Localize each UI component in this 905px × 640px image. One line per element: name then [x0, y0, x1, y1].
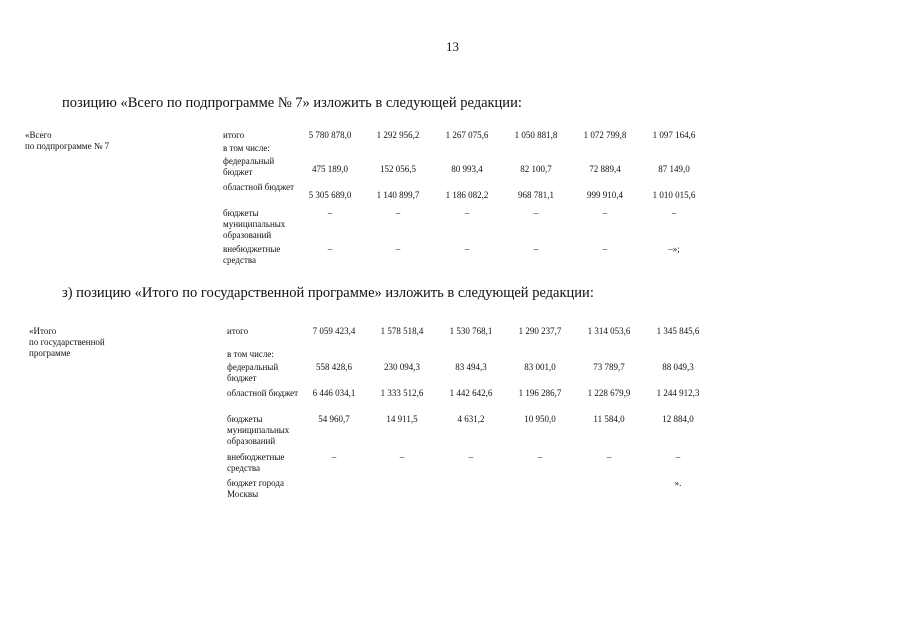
- table-title: «Итого по государственной программе: [29, 326, 105, 358]
- value-year: –: [468, 452, 474, 462]
- row-source-label: бюджеты муниципальных образований: [227, 414, 290, 446]
- value-year: –»;: [668, 244, 680, 254]
- value-year: –: [533, 244, 539, 254]
- value-year: 1 267 075,6: [445, 130, 489, 140]
- value-year: 1 345 845,6: [656, 326, 700, 336]
- value-year: –: [395, 208, 401, 218]
- value-year: –: [675, 452, 681, 462]
- value-year: 80 993,4: [451, 164, 483, 174]
- value-year: 999 910,4: [587, 190, 623, 200]
- table-subprogram-7: [25, 130, 725, 270]
- row-source-label: федеральный бюджет: [227, 362, 279, 383]
- value-year: –: [399, 452, 405, 462]
- value-year: 88 049,3: [662, 362, 694, 372]
- value-year: 82 100,7: [520, 164, 552, 174]
- value-year: 1 097 164,6: [652, 130, 696, 140]
- value-year: 1 244 912,3: [656, 388, 700, 398]
- value-year: 14 911,5: [386, 414, 418, 424]
- value-total: 5 305 689,0: [308, 190, 352, 200]
- value-year: –: [464, 208, 470, 218]
- value-year: –: [537, 452, 543, 462]
- page-number: 13: [446, 39, 459, 54]
- table-state-program: [29, 326, 729, 506]
- row-source-label: внебюджетные средства: [223, 244, 281, 265]
- value-year: –: [606, 452, 612, 462]
- value-year: 10 950,0: [524, 414, 556, 424]
- value-year: 83 494,3: [455, 362, 487, 372]
- row-source-label: итого: [223, 130, 245, 140]
- value-year: 87 149,0: [658, 164, 690, 174]
- value-year: –: [533, 208, 539, 218]
- row-source-label: бюджеты муниципальных образований: [223, 208, 286, 240]
- value-year: 1 442 642,6: [449, 388, 493, 398]
- value-year: 1 050 881,8: [514, 130, 558, 140]
- value-year: –: [602, 244, 608, 254]
- value-year: 1 314 053,6: [587, 326, 631, 336]
- value-year: 968 781,1: [518, 190, 554, 200]
- value-total: 6 446 034,1: [312, 388, 356, 398]
- value-year: 72 889,4: [589, 164, 621, 174]
- value-year: ».: [674, 478, 682, 488]
- value-year: –: [395, 244, 401, 254]
- value-total: 5 780 878,0: [308, 130, 352, 140]
- value-year: 1 333 512,6: [380, 388, 424, 398]
- value-year: 1 290 237,7: [518, 326, 562, 336]
- heading-subprogram-7: позицию «Всего по подпрограмме № 7» изложить в следующей редакции:: [62, 95, 522, 111]
- row-source-label: в том числе:: [223, 143, 270, 153]
- value-year: –: [602, 208, 608, 218]
- value-total: –: [327, 208, 333, 218]
- value-year: 1 228 679,9: [587, 388, 631, 398]
- row-source-label: областной бюджет: [223, 182, 295, 192]
- value-year: 1 010 015,6: [652, 190, 696, 200]
- value-year: –: [464, 244, 470, 254]
- row-source-label: бюджет города Москвы: [227, 478, 284, 499]
- row-source-label: федеральный бюджет: [223, 156, 275, 177]
- row-source-label: внебюджетные средства: [227, 452, 285, 473]
- value-year: 4 631,2: [457, 414, 485, 424]
- value-total: –: [327, 244, 333, 254]
- value-total: 54 960,7: [318, 414, 350, 424]
- table-title: «Всего по подпрограмме № 7: [25, 130, 110, 151]
- value-year: 1 530 768,1: [449, 326, 493, 336]
- value-year: 152 056,5: [380, 164, 416, 174]
- row-source-label: итого: [227, 326, 249, 336]
- value-total: 558 428,6: [316, 362, 352, 372]
- value-year: 12 884,0: [662, 414, 694, 424]
- value-year: 1 186 082,2: [445, 190, 489, 200]
- heading-state-program: з) позицию «Итого по государственной программе» изложить в следующей редакции:: [62, 285, 594, 301]
- value-year: 11 584,0: [593, 414, 625, 424]
- row-source-label: в том числе:: [227, 349, 274, 359]
- value-year: 1 072 799,8: [583, 130, 627, 140]
- value-year: 1 140 899,7: [376, 190, 420, 200]
- value-year: 1 578 518,4: [380, 326, 424, 336]
- value-total: 7 059 423,4: [312, 326, 356, 336]
- row-source-label: областной бюджет: [227, 388, 299, 398]
- value-year: –: [671, 208, 677, 218]
- value-year: 73 789,7: [593, 362, 625, 372]
- value-total: 475 189,0: [312, 164, 348, 174]
- value-year: 1 196 286,7: [518, 388, 562, 398]
- value-year: 1 292 956,2: [376, 130, 420, 140]
- value-year: 230 094,3: [384, 362, 420, 372]
- value-total: –: [331, 452, 337, 462]
- value-year: 83 001,0: [524, 362, 556, 372]
